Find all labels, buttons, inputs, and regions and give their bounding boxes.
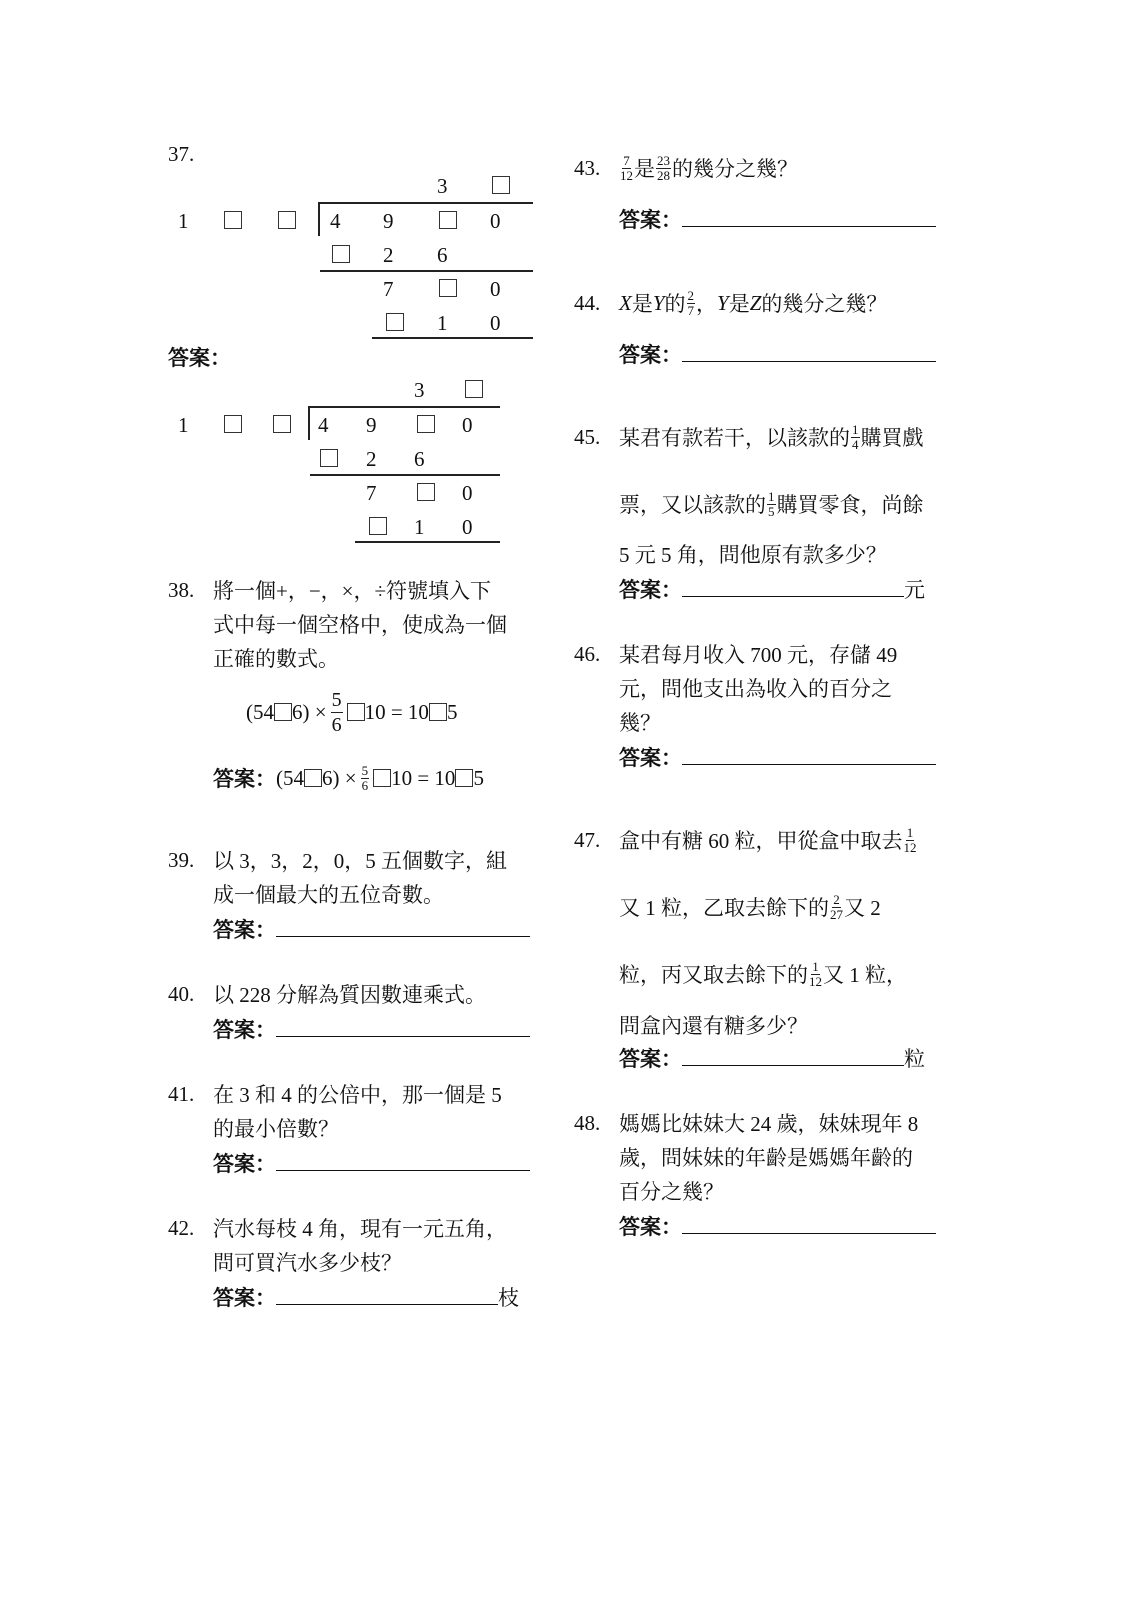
product-digit: 1 xyxy=(437,311,448,335)
answer-line[interactable] xyxy=(682,576,904,597)
expr-part: 5 xyxy=(446,699,458,724)
question-number: 42. xyxy=(168,1216,195,1240)
text-part: 又 1 粒，乙取去餘下的 xyxy=(619,896,829,920)
text-line: 正確的數式。 xyxy=(213,647,339,671)
remainder-digit: 0 xyxy=(462,481,473,505)
question-line xyxy=(619,417,924,457)
question-number: 37. xyxy=(168,142,195,166)
question-text xyxy=(619,1107,918,1209)
blank-box[interactable] xyxy=(439,279,457,297)
answer-box[interactable] xyxy=(320,449,338,467)
answer-label: 答案： xyxy=(619,746,682,770)
dividend-digit: 0 xyxy=(462,413,473,437)
question-number: 47. xyxy=(574,828,601,852)
question-number: 43. xyxy=(574,156,601,180)
answer-box[interactable] xyxy=(304,769,322,787)
fraction: $\frac{5}{6}$ xyxy=(361,762,369,793)
answer-row xyxy=(619,1043,925,1073)
answer-box[interactable] xyxy=(224,415,242,433)
unit-label: 粒 xyxy=(904,1047,925,1071)
fraction: $\frac{7}{12}$ xyxy=(620,152,633,183)
text-part: 某君有款若干，以該款的 xyxy=(619,426,850,450)
expr-part: (54 xyxy=(246,699,274,724)
answer-line[interactable] xyxy=(682,1045,904,1066)
blank-box[interactable] xyxy=(278,211,296,229)
question-line xyxy=(619,954,907,994)
text-part: 又 1 粒， xyxy=(823,963,907,987)
product-digit: 2 xyxy=(366,447,377,471)
product-digit: 0 xyxy=(490,311,501,335)
divisor-digit: 1 xyxy=(178,209,189,233)
text-part: 粒，丙又取去餘下的 xyxy=(619,963,808,987)
text-line: 以 228 分解為質因數連乘式。 xyxy=(213,983,486,1007)
question-text xyxy=(213,574,507,676)
expr-part: 5 xyxy=(473,765,484,790)
product-digit: 6 xyxy=(437,243,448,267)
question-number: 41. xyxy=(168,1082,195,1106)
text-line: 元，問他支出為收入的百分之 xyxy=(619,677,892,701)
text-part: 票，又以該款的 xyxy=(619,493,766,517)
question-text xyxy=(213,978,486,1012)
question-number: 45. xyxy=(574,425,601,449)
quotient-digit: 3 xyxy=(437,174,448,198)
remainder-digit: 7 xyxy=(383,277,394,301)
answer-box[interactable] xyxy=(369,517,387,535)
text-line: 式中每一個空格中，使成為一個 xyxy=(213,613,507,637)
answer-line[interactable] xyxy=(682,341,936,362)
answer-row xyxy=(213,914,530,944)
answer-equation xyxy=(213,760,484,796)
text-line: 幾？ xyxy=(619,711,661,735)
answer-line[interactable] xyxy=(682,744,936,765)
answer-box[interactable] xyxy=(417,483,435,501)
remainder-digit: 7 xyxy=(366,481,377,505)
blank-box[interactable] xyxy=(224,211,242,229)
question-line xyxy=(619,887,881,927)
question-line: 問盒內還有糖多少？ xyxy=(619,1014,808,1038)
text-part: 又 2 xyxy=(844,896,881,920)
dividend-digit: 4 xyxy=(318,413,329,437)
text-part: 的 xyxy=(664,292,686,316)
answer-row xyxy=(213,1282,519,1312)
text-line: 的最小倍數？ xyxy=(213,1117,339,1141)
answer-line[interactable] xyxy=(276,1284,498,1305)
text-line: 以 3，3，2，0，5 五個數字，組 xyxy=(213,849,507,873)
question-text xyxy=(213,1078,502,1146)
equation xyxy=(246,686,457,738)
answer-line[interactable] xyxy=(276,1150,530,1171)
answer-label: 答案： xyxy=(619,1047,682,1071)
subtract-line xyxy=(310,474,500,476)
unit-label: 元 xyxy=(904,578,925,602)
answer-label: 答案： xyxy=(619,1215,682,1239)
subtract-line xyxy=(372,337,533,339)
answer-label: 答案： xyxy=(619,208,682,232)
text-part: 購買零食，尚餘 xyxy=(776,493,924,517)
unit-label: 枝 xyxy=(498,1286,519,1310)
answer-row xyxy=(619,204,936,234)
question-line xyxy=(619,484,924,524)
text-part: 盒中有糖 60 粒，甲從盒中取去 xyxy=(619,829,903,853)
operator-box xyxy=(347,703,365,721)
answer-box[interactable] xyxy=(273,415,291,433)
subtract-line xyxy=(355,541,500,543)
answer-line[interactable] xyxy=(276,1016,530,1037)
answer-box[interactable] xyxy=(465,380,483,398)
fraction: $\frac{23}{28}$ xyxy=(657,152,670,183)
answer-box[interactable] xyxy=(455,769,473,787)
variable: Y xyxy=(652,290,665,315)
division-bracket xyxy=(308,406,310,440)
question-number: 39. xyxy=(168,848,195,872)
operator-box xyxy=(429,703,447,721)
fraction: $\frac{1}{5}$ xyxy=(768,488,775,519)
text-line: 將一個+，−，×，÷符號填入下 xyxy=(213,579,492,603)
text-line: 某君每月收入 700 元，存儲 49 xyxy=(619,643,898,667)
subtract-line xyxy=(320,270,533,272)
dividend-digit: 9 xyxy=(366,413,377,437)
fraction: $\frac{1}{12}$ xyxy=(903,824,917,855)
expr-part: 10 = 10 xyxy=(391,765,456,790)
division-bar xyxy=(320,202,533,204)
product-digit: 6 xyxy=(414,447,425,471)
operator-box xyxy=(274,703,292,721)
text-part: 是 xyxy=(728,292,750,316)
text-part: 是 xyxy=(631,292,653,316)
text-part: 購買戲 xyxy=(860,426,924,450)
answer-line[interactable] xyxy=(276,916,530,937)
fraction: $\frac{1}{4}$ xyxy=(852,421,859,452)
text-part: 的幾分之幾？ xyxy=(672,157,798,181)
answer-box[interactable] xyxy=(373,769,391,787)
division-bar xyxy=(310,406,500,408)
answer-box[interactable] xyxy=(417,415,435,433)
answer-row xyxy=(619,1211,936,1241)
question-number: 40. xyxy=(168,982,195,1006)
fraction: $\frac{1}{12}$ xyxy=(809,958,822,989)
blank-box[interactable] xyxy=(492,176,510,194)
text-line: 問可買汽水多少枝？ xyxy=(213,1251,402,1275)
answer-row xyxy=(619,742,936,772)
text-line: 汽水每枝 4 角，現有一元五角， xyxy=(213,1217,507,1241)
answer-line[interactable] xyxy=(682,1213,936,1234)
question-text xyxy=(619,283,887,323)
answer-line[interactable] xyxy=(682,206,936,227)
question-text xyxy=(619,638,897,740)
question-number: 48. xyxy=(574,1111,601,1135)
answer-row xyxy=(213,1014,530,1044)
text-line: 歲，問妹妹的年齡是媽媽年齡的 xyxy=(619,1146,913,1170)
fraction: $\frac{2}{7}$ xyxy=(687,287,695,318)
quotient-digit: 3 xyxy=(414,378,425,402)
product-digit: 2 xyxy=(383,243,394,267)
answer-label: 答案： xyxy=(619,343,682,367)
question-number: 44. xyxy=(574,291,601,315)
fraction: $\frac{2}{27}$ xyxy=(830,891,843,922)
answer-row xyxy=(213,1148,530,1178)
question-text xyxy=(619,148,798,188)
product-digit: 0 xyxy=(462,515,473,539)
dividend-digit: 0 xyxy=(490,209,501,233)
text-part: ， xyxy=(696,292,718,316)
question-number: 38. xyxy=(168,578,195,602)
expr-part: 6) × xyxy=(322,765,357,790)
answer-label: 答案： xyxy=(213,1286,276,1310)
variable: X xyxy=(619,290,632,315)
answer-label: 答案： xyxy=(619,578,682,602)
answer-row xyxy=(619,574,925,604)
blank-box[interactable] xyxy=(332,245,350,263)
answer-row xyxy=(619,339,936,369)
remainder-digit: 0 xyxy=(490,277,501,301)
divisor-digit: 1 xyxy=(178,413,189,437)
product-digit: 1 xyxy=(414,515,425,539)
answer-label: 答案： xyxy=(213,1152,276,1176)
answer-label: 答案： xyxy=(168,346,231,370)
text-line: 媽媽比妹妹大 24 歲，妹妹現年 8 xyxy=(619,1112,919,1136)
fraction: $\frac{5}{6}$ xyxy=(331,688,342,736)
question-text xyxy=(213,1212,507,1280)
text-part: 是 xyxy=(634,157,655,181)
answer-label: 答案： xyxy=(213,1018,276,1042)
expr-part: 10 = 10 xyxy=(364,699,429,724)
text-part: 的幾分之幾？ xyxy=(761,292,888,316)
question-text xyxy=(213,844,507,912)
question-number: 46. xyxy=(574,642,601,666)
question-line xyxy=(619,820,918,860)
text-line: 成一個最大的五位奇數。 xyxy=(213,883,444,907)
text-line: 百分之幾？ xyxy=(619,1180,724,1204)
variable: Y xyxy=(717,290,729,315)
text-line: 在 3 和 4 的公倍中，那一個是 5 xyxy=(213,1083,502,1107)
expr-part: 6) × xyxy=(292,699,327,724)
variable: Z xyxy=(749,290,762,315)
expr-part: (54 xyxy=(276,765,304,790)
division-bracket xyxy=(318,202,320,236)
question-line: 5 元 5 角，問他原有款多少？ xyxy=(619,543,887,567)
answer-label: 答案： xyxy=(213,767,276,791)
dividend-digit: 9 xyxy=(383,209,394,233)
blank-box[interactable] xyxy=(439,211,457,229)
blank-box[interactable] xyxy=(386,313,404,331)
answer-label: 答案： xyxy=(213,918,276,942)
dividend-digit: 4 xyxy=(330,209,341,233)
